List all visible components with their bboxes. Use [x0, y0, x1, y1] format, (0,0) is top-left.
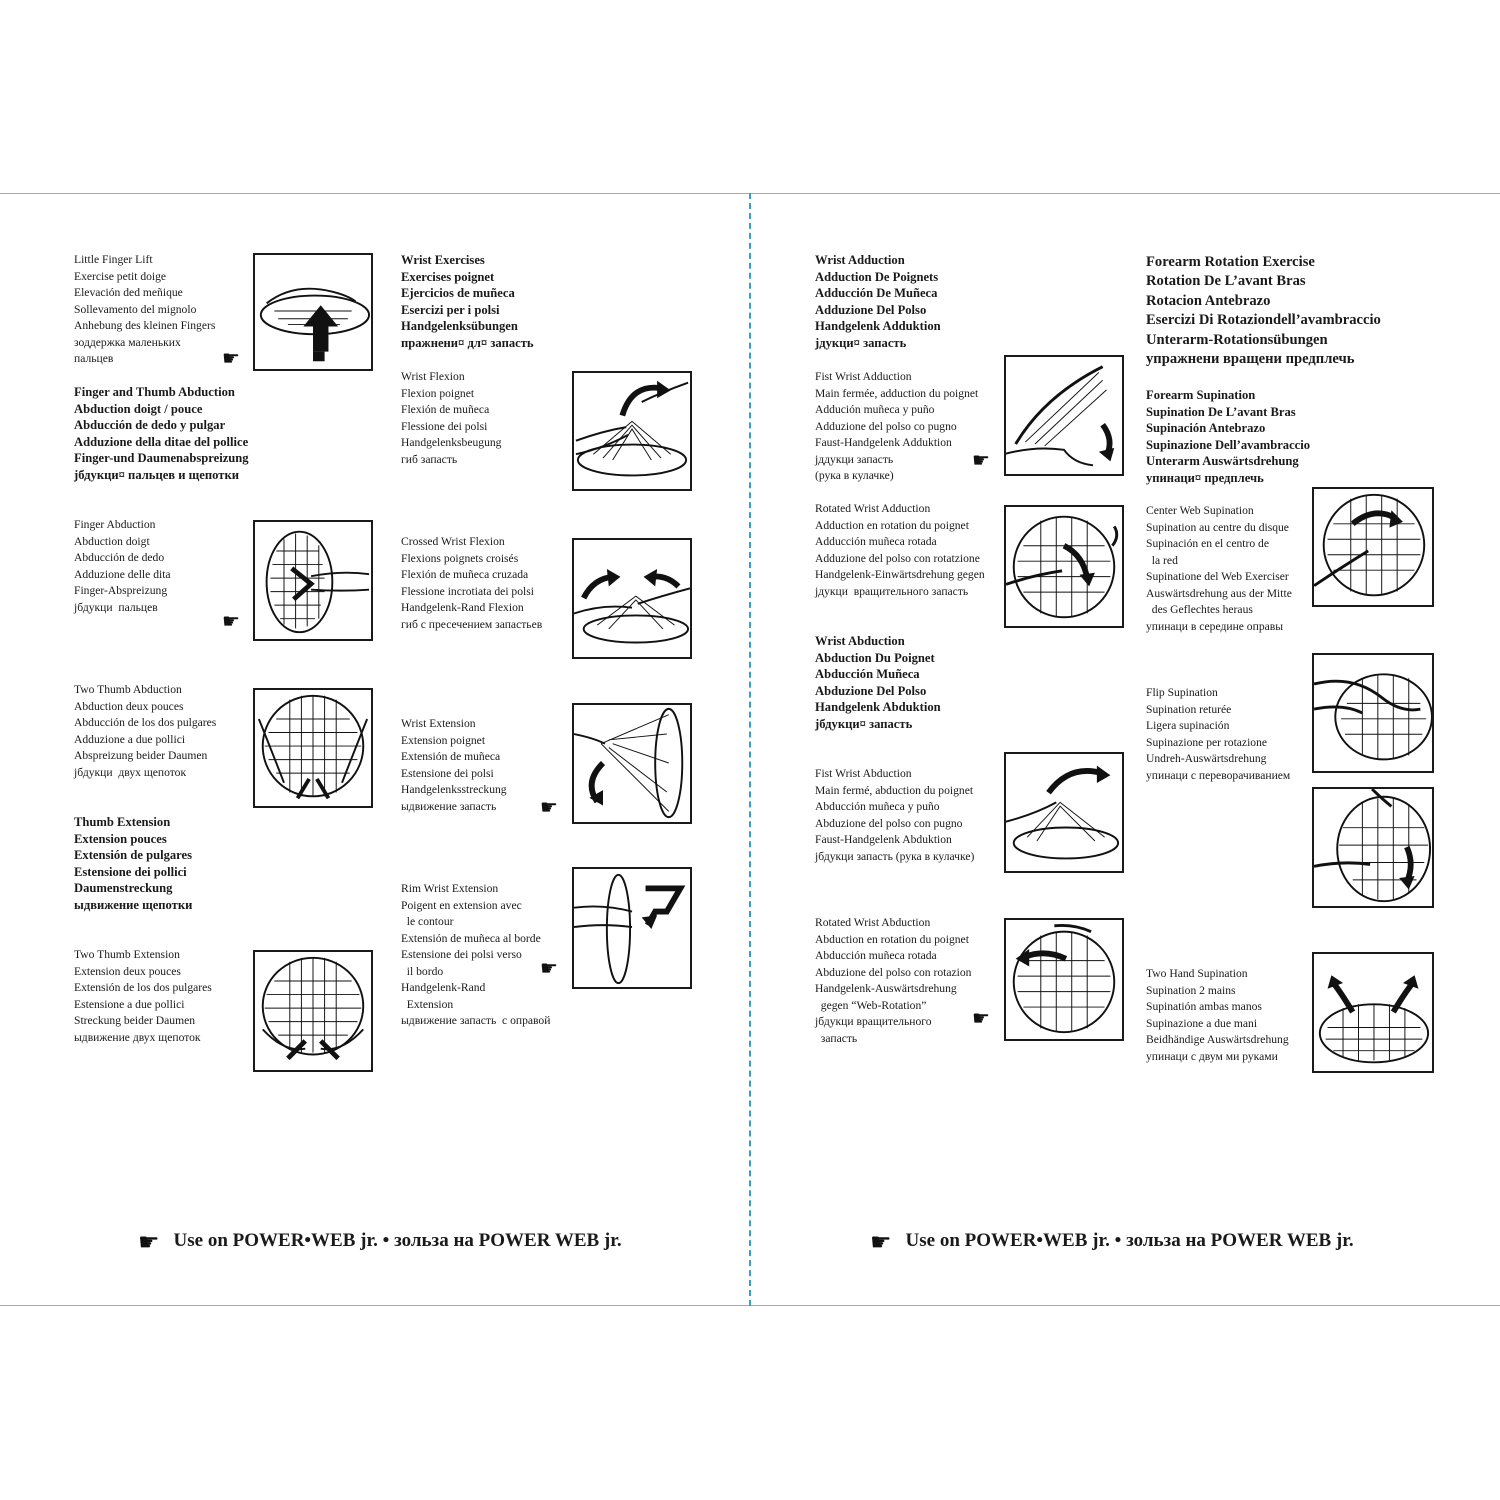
text-line: Beidhändige Auswärtsdrehung	[1146, 1033, 1289, 1046]
text-line: Esercizi per i polsi	[401, 302, 500, 317]
text-line: јбдукци вращительного	[815, 1015, 932, 1028]
text-line: Supination De L’avant Bras	[1146, 404, 1296, 419]
pointer-hand-icon: ☛	[540, 956, 558, 980]
text-line: Abduzione Del Polso	[815, 683, 927, 698]
text-line: јбдукци¤ запасть	[815, 716, 913, 731]
text-line: ыдвижение двух щепоток	[74, 1030, 201, 1044]
fist-wrist-abduction-text	[815, 766, 974, 865]
text-line: Thumb Extension	[74, 815, 171, 829]
text-line: Wrist Exercises	[401, 253, 485, 267]
text-line: Supinatión ambas manos	[1146, 1000, 1262, 1013]
two-thumb-abduction-text	[74, 682, 216, 781]
text-line: Extensión de muñeca al borde	[401, 931, 541, 945]
text-line: Undreh-Auswärtsdrehung	[1146, 752, 1267, 765]
text-line: Little Finger Lift	[74, 253, 153, 266]
text-line: Supinación Antebrazo	[1146, 421, 1266, 436]
text-line: Supination returée	[1146, 702, 1232, 716]
pointer-hand-icon: ☛	[972, 1006, 990, 1030]
text-line: Abduction doigt	[74, 534, 150, 548]
text-line: Handgelenksbeugung	[401, 436, 502, 449]
text-line: Rotation De L’avant Bras	[1146, 273, 1306, 290]
text-line: Abducción de los dos pulgares	[74, 716, 217, 729]
text-line: јбдукци пальцев	[74, 600, 158, 614]
text-line: des Geflechtes heraus	[1146, 603, 1253, 616]
text-line: Streckung beider Daumen	[74, 1014, 196, 1027]
text-line: Crossed Wrist Flexion	[401, 535, 505, 548]
text-line: Abducción muñeca rotada	[815, 949, 937, 962]
text-line: Supinación en el centro de	[1146, 537, 1269, 550]
text-line: Abduzione del polso con rotazion	[815, 965, 972, 979]
text-line: Center Web Supination	[1146, 504, 1254, 517]
text-line: Handgelenksübungen	[401, 319, 518, 334]
pointer-hand-icon: ☛	[972, 448, 990, 472]
wrist-extension-figure	[572, 703, 692, 824]
text-line: Adduzione della ditae del pollice	[74, 434, 249, 449]
rotated-wrist-adduction-text	[815, 501, 985, 600]
text-line: Abduction en rotation du poignet	[815, 932, 969, 946]
text-line: Ejercicios de muñeca	[401, 286, 515, 301]
text-line: Flexions poignets croisés	[401, 551, 519, 565]
text-line: Unterarm-Rotationsübungen	[1146, 331, 1328, 348]
text-line: Extension	[401, 997, 454, 1011]
rotated-wrist-adduction-figure	[1004, 505, 1124, 628]
text-line: Abduction doigt / pouce	[74, 401, 203, 416]
fist-wrist-adduction-text	[815, 369, 978, 485]
text-line: Two Thumb Abduction	[74, 683, 182, 696]
pointer-hand-icon: ☛	[540, 795, 558, 819]
wrist-abduction-heading	[815, 633, 941, 733]
text-line: Forearm Supination	[1146, 388, 1256, 402]
text-line: Abducción de dedo y pulgar	[74, 418, 226, 433]
text-line: зоддержка маленьких	[74, 335, 181, 349]
thumb-extension-heading	[74, 814, 192, 914]
text-line: Esercizi Di Rotaziondell’avambraccio	[1146, 312, 1381, 329]
text-line: Supinazione per rotazione	[1146, 735, 1268, 749]
text-line: Extensión de muñeca	[401, 750, 501, 763]
text-line: il bordo	[401, 964, 444, 978]
text-line: Extensión de los dos pulgares	[74, 981, 212, 994]
text-line: Main fermée, adduction du poignet	[815, 386, 979, 400]
text-line: Finger-und Daumenabspreizung	[74, 451, 249, 466]
text-line: пальцев	[74, 352, 114, 365]
text-line: Adduzione del polso con rotatzione	[815, 551, 980, 565]
text-line: Flip Supination	[1146, 686, 1218, 699]
text-line: le contour	[401, 915, 454, 928]
text-line: Wrist Adduction	[815, 253, 905, 267]
text-line: Ligera supinación	[1146, 719, 1230, 732]
text-line: јдукци¤ запасть	[815, 335, 907, 350]
two-thumb-extension-figure	[253, 950, 373, 1072]
text-line: Extension pouces	[74, 831, 167, 846]
two-thumb-extension-text	[74, 947, 212, 1046]
pointer-hand-icon: ☛	[870, 1227, 892, 1256]
finger-thumb-abduction-heading	[74, 384, 249, 484]
text-line: Handgelenk Abduktion	[815, 700, 941, 715]
text-line: la red	[1146, 553, 1178, 567]
footer-text: Use on POWER•WEB jr. • зольза на POWER WEB jr.	[173, 1230, 622, 1251]
text-line: запасть	[815, 1031, 858, 1045]
little-finger-lift-figure	[253, 253, 373, 371]
text-line: Supinazione a due mani	[1146, 1016, 1258, 1030]
text-line: Flexión de muñeca cruzada	[401, 568, 529, 581]
text-line: Flexión de muñeca	[401, 403, 490, 416]
text-line: ыдвижение щепотки	[74, 897, 193, 912]
rim-wrist-extension-figure	[572, 867, 692, 989]
pointer-hand-icon: ☛	[222, 609, 240, 633]
text-line: Two Thumb Extension	[74, 948, 180, 961]
text-line: Flessione dei polsi	[401, 419, 488, 433]
two-hand-supination-figure	[1312, 952, 1434, 1073]
text-line: Supination 2 mains	[1146, 983, 1236, 997]
text-line: Rotated Wrist Abduction	[815, 916, 931, 929]
text-line: Adducción De Muñeca	[815, 286, 938, 301]
text-line: Wrist Abduction	[815, 634, 905, 648]
text-line: упинаци¤ предплечь	[1146, 470, 1264, 485]
text-line: Handgelenk Adduktion	[815, 319, 941, 334]
text-line: Supinatione del Web Exerciser	[1146, 570, 1289, 583]
text-line: Finger-Abspreizung	[74, 584, 168, 597]
fold-line	[749, 193, 751, 1306]
text-line: Extension deux pouces	[74, 964, 181, 978]
center-web-supination-figure	[1312, 487, 1434, 607]
two-hand-supination-text	[1146, 966, 1289, 1065]
forearm-rotation-heading	[1146, 253, 1381, 369]
text-line: гиб с пресечением запастьев	[401, 617, 543, 631]
text-line: (рука в кулачке)	[815, 469, 894, 482]
text-line: Abducción muñeca y puño	[815, 800, 940, 813]
text-line: Abduction Du Poignet	[815, 650, 935, 665]
text-line: Finger and Thumb Abduction	[74, 385, 235, 399]
left-page-footer	[138, 1226, 622, 1256]
text-line: Poigent en extension avec	[401, 898, 522, 912]
text-line: Sollevamento del mignolo	[74, 302, 197, 316]
text-line: Rim Wrist Extension	[401, 882, 499, 895]
crossed-wrist-flexion-figure	[572, 538, 692, 659]
text-line: Adduction en rotation du poignet	[815, 518, 969, 532]
wrist-extension-text	[401, 716, 507, 815]
text-line: упинаци с двум ми руками	[1146, 1049, 1278, 1063]
text-line: Forearm Rotation Exercise	[1146, 254, 1315, 270]
text-line: Flexion poignet	[401, 386, 475, 400]
text-line: упинаци в середине оправы	[1146, 619, 1284, 633]
text-line: Addución muñeca y puño	[815, 403, 935, 416]
text-line: Exercises poignet	[401, 269, 495, 284]
text-line: Wrist Flexion	[401, 370, 465, 383]
text-line: Handgelenk-Auswärtsdrehung	[815, 982, 957, 995]
rotated-wrist-abduction-figure	[1004, 918, 1124, 1041]
text-line: јбдукци двух щепоток	[74, 765, 187, 779]
fist-wrist-abduction-figure	[1004, 752, 1124, 873]
text-line: Estensione dei pollici	[74, 864, 187, 879]
text-line: Adduction De Poignets	[815, 269, 939, 284]
center-web-supination-text	[1146, 503, 1292, 635]
text-line: Adducción muñeca rotada	[815, 535, 937, 548]
forearm-supination-heading	[1146, 387, 1310, 487]
flip-supination-figure-2	[1312, 787, 1434, 908]
text-line: Estensione a due pollici	[74, 997, 185, 1011]
text-line: Daumenstreckung	[74, 881, 173, 896]
text-line: Faust-Handgelenk Adduktion	[815, 436, 952, 449]
text-line: Supination au centre du disque	[1146, 520, 1289, 534]
little-finger-lift-text	[74, 252, 215, 368]
text-line: Elevación ded meñique	[74, 286, 183, 299]
text-line: Fist Wrist Abduction	[815, 767, 912, 780]
wrist-flexion-text	[401, 369, 501, 468]
text-line: ыдвижение запасть	[401, 799, 497, 813]
text-line: Handgelenk-Rand Flexion	[401, 601, 524, 614]
text-line: јбдукци¤ пальцев и щепотки	[74, 467, 239, 482]
text-line: пражнени¤ дл¤ запасть	[401, 335, 534, 350]
text-line: Main fermé, abduction du poignet	[815, 783, 974, 797]
pointer-hand-icon: ☛	[138, 1227, 160, 1256]
wrist-exercises-heading	[401, 252, 534, 352]
text-line: Estensione dei polsi verso	[401, 948, 522, 961]
flip-supination-figure-1	[1312, 653, 1434, 773]
text-line: Exercise petit doige	[74, 269, 167, 283]
text-line: гиб запасть	[401, 452, 458, 466]
text-line: Rotated Wrist Adduction	[815, 502, 931, 515]
text-line: Faust-Handgelenk Abduktion	[815, 833, 952, 846]
text-line: Fist Wrist Adduction	[815, 370, 912, 383]
text-line: јддукци запасть	[815, 452, 894, 466]
rotated-wrist-abduction-text	[815, 915, 971, 1047]
text-line: Handgelenk-Einwärtsdrehung gegen	[815, 568, 985, 581]
text-line: Abducción Muñeca	[815, 667, 920, 682]
text-line: Extensión de pulgares	[74, 848, 193, 863]
text-line: Adduzione del polso co pugno	[815, 419, 957, 433]
text-line: упинаци с переворачиванием	[1146, 768, 1291, 782]
text-line: Abduction deux pouces	[74, 699, 184, 713]
finger-abduction-figure	[253, 520, 373, 641]
text-line: Anhebung des kleinen Fingers	[74, 319, 216, 332]
text-line: Estensione dei polsi	[401, 766, 494, 780]
text-line: Adduzione delle dita	[74, 567, 171, 581]
text-line: Handgelenk-Rand	[401, 981, 486, 994]
pointer-hand-icon: ☛	[222, 346, 240, 370]
text-line: Handgelenksstreckung	[401, 783, 507, 796]
flip-supination-text	[1146, 685, 1290, 784]
text-line: Auswärtsdrehung aus der Mitte	[1146, 586, 1292, 600]
text-line: упражнени вращени предплечь	[1146, 351, 1355, 368]
text-line: gegen “Web-Rotation”	[815, 998, 927, 1012]
text-line: Abduzione del polso con pugno	[815, 816, 963, 830]
fist-wrist-adduction-figure	[1004, 355, 1124, 476]
text-line: Abducción de dedo	[74, 551, 165, 564]
wrist-adduction-heading	[815, 252, 941, 352]
text-line: Supinazione Dell’avambraccio	[1146, 437, 1311, 452]
crossed-wrist-flexion-text	[401, 534, 542, 633]
text-line: јбдукци запасть (рука в кулачке)	[815, 849, 975, 863]
text-line: Adduzione a due pollici	[74, 732, 186, 746]
text-line: Finger Abduction	[74, 518, 156, 531]
text-line: Flessione incrotiata dei polsi	[401, 584, 534, 598]
finger-abduction-text	[74, 517, 171, 616]
footer-text: Use on POWER•WEB jr. • зольза на POWER WEB jr.	[905, 1230, 1354, 1251]
text-line: Adduzione Del Polso	[815, 302, 927, 317]
rim-wrist-extension-text	[401, 881, 550, 1030]
text-line: Abspreizung beider Daumen	[74, 749, 208, 762]
text-line: Two Hand Supination	[1146, 967, 1248, 980]
text-line: ыдвижение запасть с оправой	[401, 1014, 551, 1027]
text-line: Extension poignet	[401, 733, 486, 747]
text-line: Rotacion Antebrazo	[1146, 292, 1271, 309]
text-line: Wrist Extension	[401, 717, 476, 730]
right-page-footer	[870, 1226, 1354, 1256]
text-line: јдукци вращительного запасть	[815, 584, 969, 598]
text-line: Unterarm Auswärtsdrehung	[1146, 454, 1299, 469]
wrist-flexion-figure	[572, 371, 692, 491]
two-thumb-abduction-figure	[253, 688, 373, 808]
